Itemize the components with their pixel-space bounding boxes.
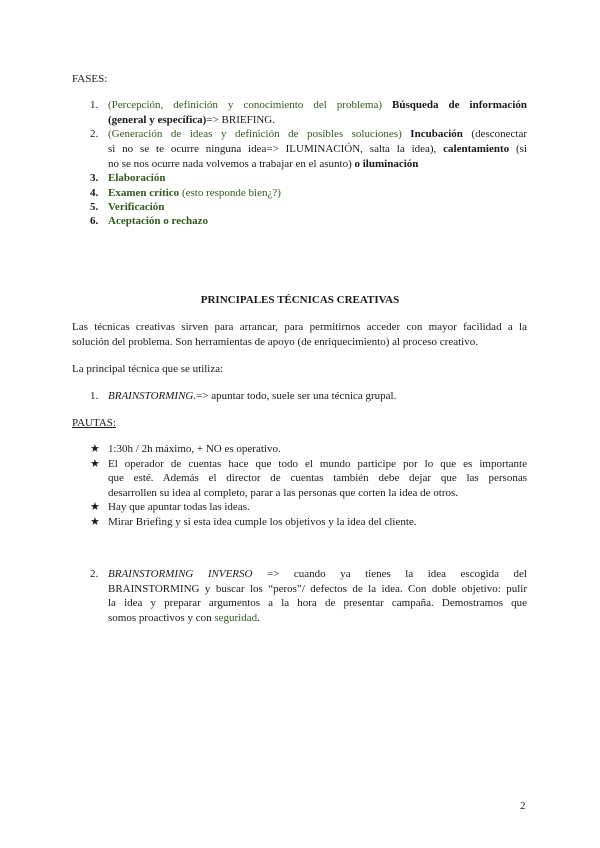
phase-number: 3. (90, 172, 99, 184)
phase-text: o iluminación (354, 158, 419, 170)
pauta-2-line-2: que esté. Además el director de cuentas también debe dejar que las personas (108, 472, 527, 484)
technique2-name: BRAINSTORMING INVERSO (108, 568, 253, 580)
star-bullet-icon: ★ (90, 458, 100, 470)
technique2-number: 2. (90, 568, 99, 580)
phase-6-line-1 (108, 214, 208, 229)
phase-2-line-3 (108, 157, 418, 172)
phase-text: Examen crítico (108, 187, 180, 199)
technique1-text (108, 389, 396, 404)
phase-3-line-1 (108, 171, 165, 186)
phase-number: 5. (90, 201, 99, 213)
phase-text: Elaboración (108, 172, 166, 184)
phase-2-line-2 (108, 142, 527, 157)
pauta-2-line-3: desarrollen su idea al completo, parar a las personas que corten la idea de otros. (108, 487, 459, 499)
phase-text: Aceptación o rechazo (108, 215, 208, 227)
fases-heading: FASES: (72, 73, 108, 85)
technique2-line4-c: . (257, 612, 260, 624)
intro-line-1: Las técnicas creativas sirven para arrancar, para permitirnos acceder con mayor facilidad a la (72, 321, 527, 333)
phase-text: (si (509, 143, 528, 155)
technique2-line-4 (108, 611, 260, 626)
technique2-line4-a: somos proactivos y con (108, 612, 215, 624)
phase-text: Búsqueda de información (392, 99, 527, 111)
phase-number: 6. (90, 215, 99, 227)
phase-number: 2. (90, 128, 99, 140)
technique2-seguridad: seguridad (214, 612, 258, 624)
phase-2-line-1 (108, 127, 527, 142)
phase-text: Verificación (108, 201, 165, 213)
star-bullet-icon: ★ (90, 516, 100, 528)
principal-line: La principal técnica que se utiliza: (72, 363, 224, 375)
phase-text: calentamiento (443, 143, 510, 155)
technique2-line1-rest: => cuando ya tienes la idea escogida del (266, 568, 527, 580)
phase-5-line-1 (108, 200, 164, 215)
technique1-desc: => apuntar todo, suele ser una técnica grupal. (196, 390, 397, 402)
technique2-line-1 (108, 567, 527, 582)
phase-text: => BRIEFING. (206, 114, 275, 126)
technique1-name: BRAINSTORMING. (108, 390, 197, 402)
star-bullet-icon: ★ (90, 501, 100, 513)
pauta-1: 1:30h / 2h máximo, + NO es operativo. (108, 443, 281, 455)
technique2-line-2: BRAINSTORMING y buscar los “peros”/ defectos de la idea. Con doble objetivo: pulir (108, 583, 527, 595)
technique1-number: 1. (90, 390, 99, 402)
pauta-4: Mirar Briefing y si esta idea cumple los objetivos y la idea del cliente. (108, 516, 417, 528)
intro-line-2: solución del problema. Son herramientas de apoyo (de enriquecimiento) al proceso creativo. (72, 336, 478, 348)
section-title: PRINCIPALES TÉCNICAS CREATIVAS (200, 294, 400, 306)
technique2-line-3: la idea y preparar argumentos a la hora de presentar campaña. Demostramos que (108, 597, 527, 609)
star-bullet-icon: ★ (90, 443, 100, 455)
phase-1-line-2 (108, 113, 275, 128)
phase-text: (Generación de ideas y definición de posibles soluciones) (108, 128, 411, 140)
page-number: 2 (520, 800, 526, 812)
phase-text: (general y específica) (108, 114, 207, 126)
phase-1-line-1 (108, 98, 527, 113)
phase-text: Incubación (410, 128, 463, 140)
phase-text: no se nos ocurre nada volvemos a trabajar en el asunto) (108, 158, 355, 170)
phase-text: (Percepción, definición y conocimiento del problema) (108, 99, 393, 111)
pauta-2-line-1: El operador de cuentas hace que todo el mundo participe por lo que es importante (108, 458, 527, 470)
phase-number: 1. (90, 99, 99, 111)
phase-text: (esto responde bien¿?) (179, 187, 281, 199)
pautas-heading: PAUTAS: (72, 417, 116, 429)
phase-number: 4. (90, 187, 99, 199)
phase-4-line-1 (108, 186, 281, 201)
pauta-3: Hay que apuntar todas las ideas. (108, 501, 250, 513)
phase-text: (desconectar (462, 128, 527, 140)
phase-text: si no se te ocurre ninguna idea=> ILUMINACIÓN, salta la idea), (108, 143, 444, 155)
